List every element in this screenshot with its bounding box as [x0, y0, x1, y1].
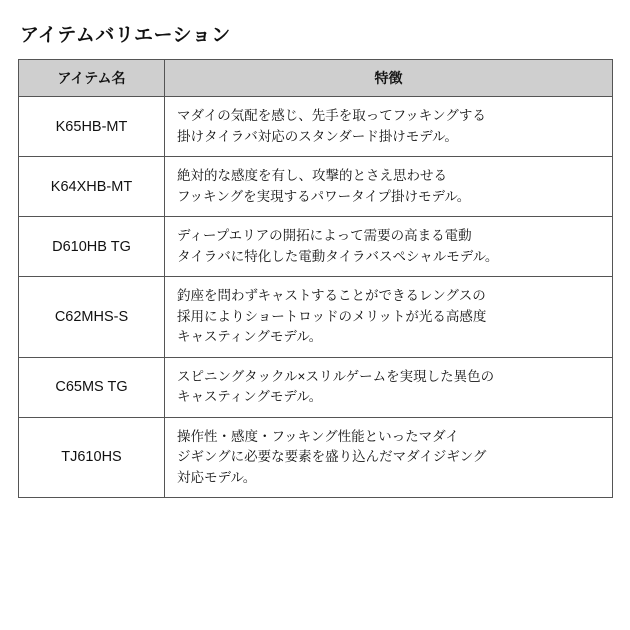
feature-line: 掛けタイラバ対応のスタンダード掛けモデル。 — [177, 128, 458, 144]
table-row — [19, 417, 613, 498]
feature-line: スピニングタックル×スリルゲームを実現した異色の — [177, 368, 495, 384]
feature-line: キャスティングモデル。 — [177, 329, 323, 345]
item-name-cell: C62MHS-S — [19, 277, 165, 358]
table-row — [19, 357, 613, 417]
item-feature-cell — [165, 357, 613, 417]
feature-line: ディープエリアの開拓によって需要の高まる電動 — [177, 228, 472, 244]
feature-line: タイラバに特化した電動タイラバスペシャルモデル。 — [177, 248, 499, 264]
table-row — [19, 157, 613, 217]
item-name-cell: K65HB-MT — [19, 97, 165, 157]
item-name-cell: D610HB TG — [19, 217, 165, 277]
item-name-cell: TJ610HS — [19, 417, 165, 498]
feature-line: 絶対的な感度を有し、攻撃的とさえ思わせる — [177, 168, 447, 184]
table-header — [19, 60, 613, 97]
feature-line: 操作性・感度・フッキング性能といったマダイ — [177, 428, 459, 444]
table-body — [19, 97, 613, 498]
item-feature-cell — [165, 97, 613, 157]
item-variation-table — [18, 59, 613, 498]
item-feature-cell — [165, 417, 613, 498]
feature-line: 釣座を問わずキャストすることができるレングスの — [177, 288, 486, 304]
table-row — [19, 217, 613, 277]
table-row — [19, 97, 613, 157]
feature-line: フッキングを実現するパワータイプ掛けモデル。 — [177, 188, 471, 204]
feature-line: ジギングに必要な要素を盛り込んだマダイジギング — [177, 449, 487, 465]
feature-line: キャスティングモデル。 — [177, 389, 323, 405]
column-header-feature: 特徴 — [165, 60, 613, 97]
item-feature-cell — [165, 157, 613, 217]
item-feature-cell — [165, 277, 613, 358]
feature-line: 採用によりショートロッドのメリットが光る高感度 — [177, 308, 487, 324]
item-name-cell: C65MS TG — [19, 357, 165, 417]
item-feature-cell — [165, 217, 613, 277]
table-header-row — [19, 60, 613, 97]
page-title: アイテムバリエーション — [20, 25, 231, 46]
feature-line: マダイの気配を感じ、先手を取ってフッキングする — [177, 108, 486, 123]
table-row — [19, 277, 613, 358]
item-name-cell: K64XHB-MT — [19, 157, 165, 217]
feature-line: 対応モデル。 — [177, 469, 257, 485]
column-header-item-name: アイテム名 — [19, 60, 165, 97]
